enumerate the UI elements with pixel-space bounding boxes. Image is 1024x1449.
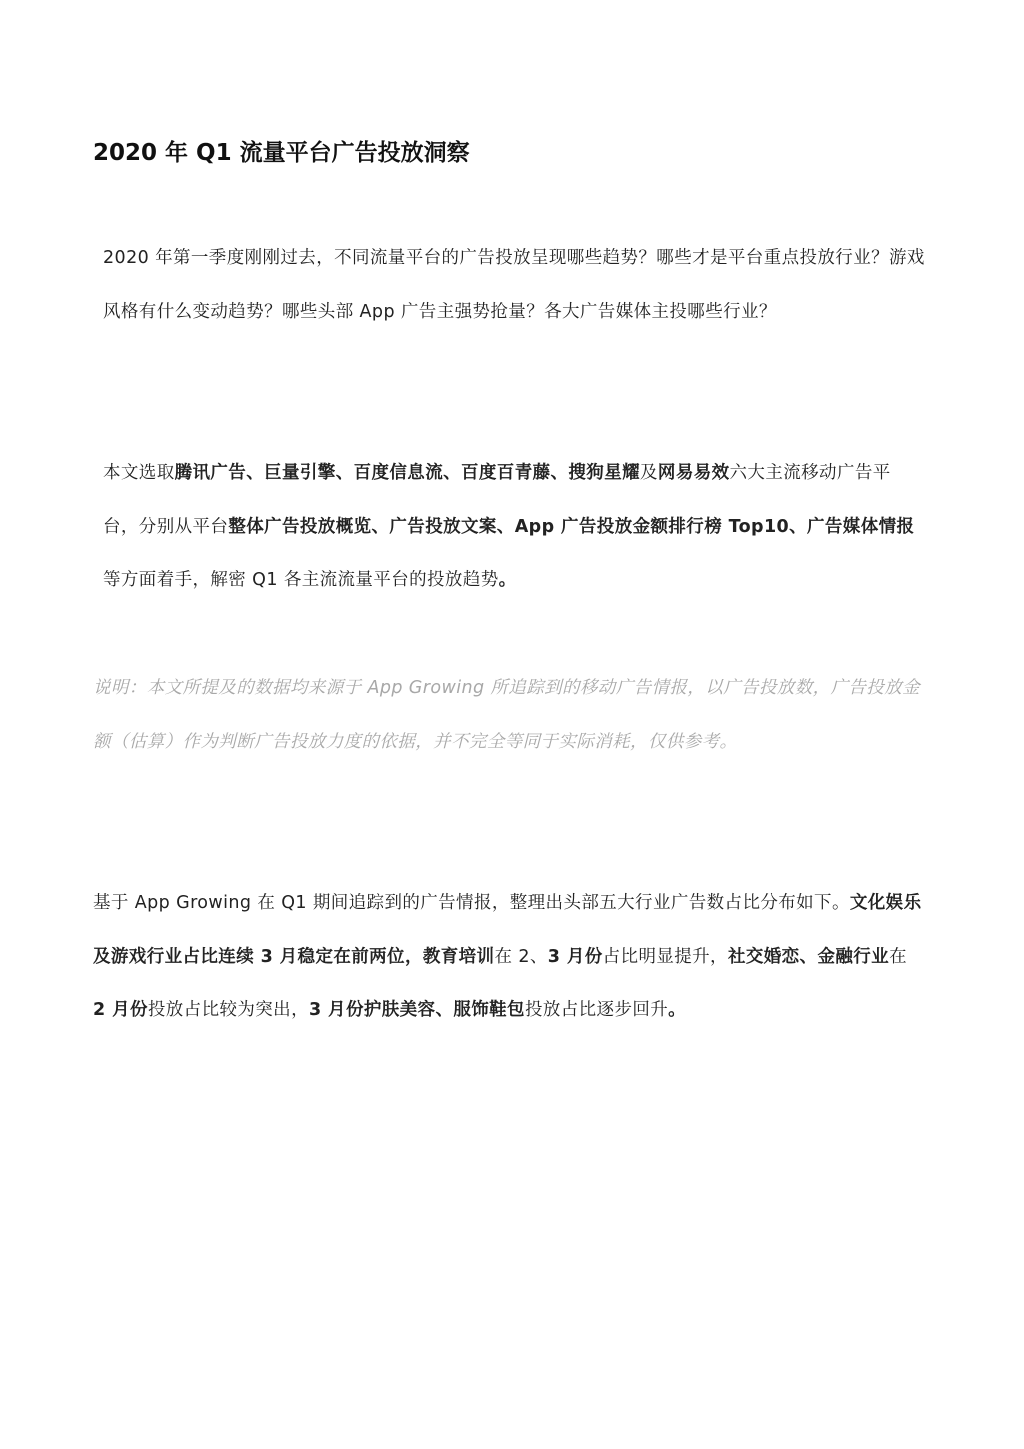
findings-paragraph (93, 877, 925, 1038)
document-title: 2020 年 Q1 流量平台广告投放洞察 (93, 140, 470, 166)
platform-netease: 网易易效 (657, 463, 730, 483)
findings-bold-2: 3 月份 (547, 946, 603, 967)
findings-text-1: 基于 App Growing 在 Q1 期间追踪到的广告情报，整理出头部五大行业广告数占比分布如下。 (93, 893, 850, 913)
findings-text-3: 占比明显提升， (602, 946, 728, 967)
findings-bold-6: 。 (668, 1000, 687, 1020)
findings-bold-1: 文化娱乐及游戏行业占比连续 3 月稳定在前两位，教育培训 (93, 893, 922, 967)
scope-paragraph (103, 447, 925, 608)
scope-period: 。 (498, 570, 517, 590)
data-source-note: 说明：本文所提及的数据均来源于 App Growing 所追踪到的移动广告情报，以广告投放数，广告投放金额（估算）作为判断广告投放力度的依据，并不完全等同于实际消耗，仅供参考。 (93, 678, 921, 752)
findings-bold-4: 2 月份 (93, 1000, 148, 1020)
analysis-dimensions: 整体广告投放概览、广告投放文案、App 广告投放金额排行榜 Top10、广告媒体情报 (228, 516, 915, 537)
findings-text-5: 投放占比较为突出， (147, 1000, 309, 1020)
findings-text-4: 在 (889, 946, 907, 967)
findings-bold-5: 3 月份护肤美容、服饰鞋包 (308, 1000, 525, 1020)
findings-text-6: 投放占比逐步回升 (524, 1000, 669, 1020)
scope-text-2: 及 (640, 463, 658, 483)
findings-text-2: 在 2、 (494, 946, 548, 967)
intro-paragraph: 2020 年第一季度刚刚过去，不同流量平台的广告投放呈现哪些趋势？哪些才是平台重点投放行业？游戏风格有什么变动趋势？哪些头部 App 广告主强势抢量？各大广告媒体主投哪些行业？ (103, 248, 925, 322)
scope-text-4: 等方面着手，解密 Q1 各主流流量平台的投放趋势 (103, 570, 499, 590)
findings-bold-3: 社交婚恋、金融行业 (727, 946, 890, 967)
scope-text-1: 本文选取 (103, 463, 175, 483)
platform-list: 腾讯广告、巨量引擎、百度信息流、百度百青藤、搜狗星耀 (174, 463, 641, 483)
scope-text-3: 六大主流移动广告平台，分别从平台 (103, 463, 891, 537)
